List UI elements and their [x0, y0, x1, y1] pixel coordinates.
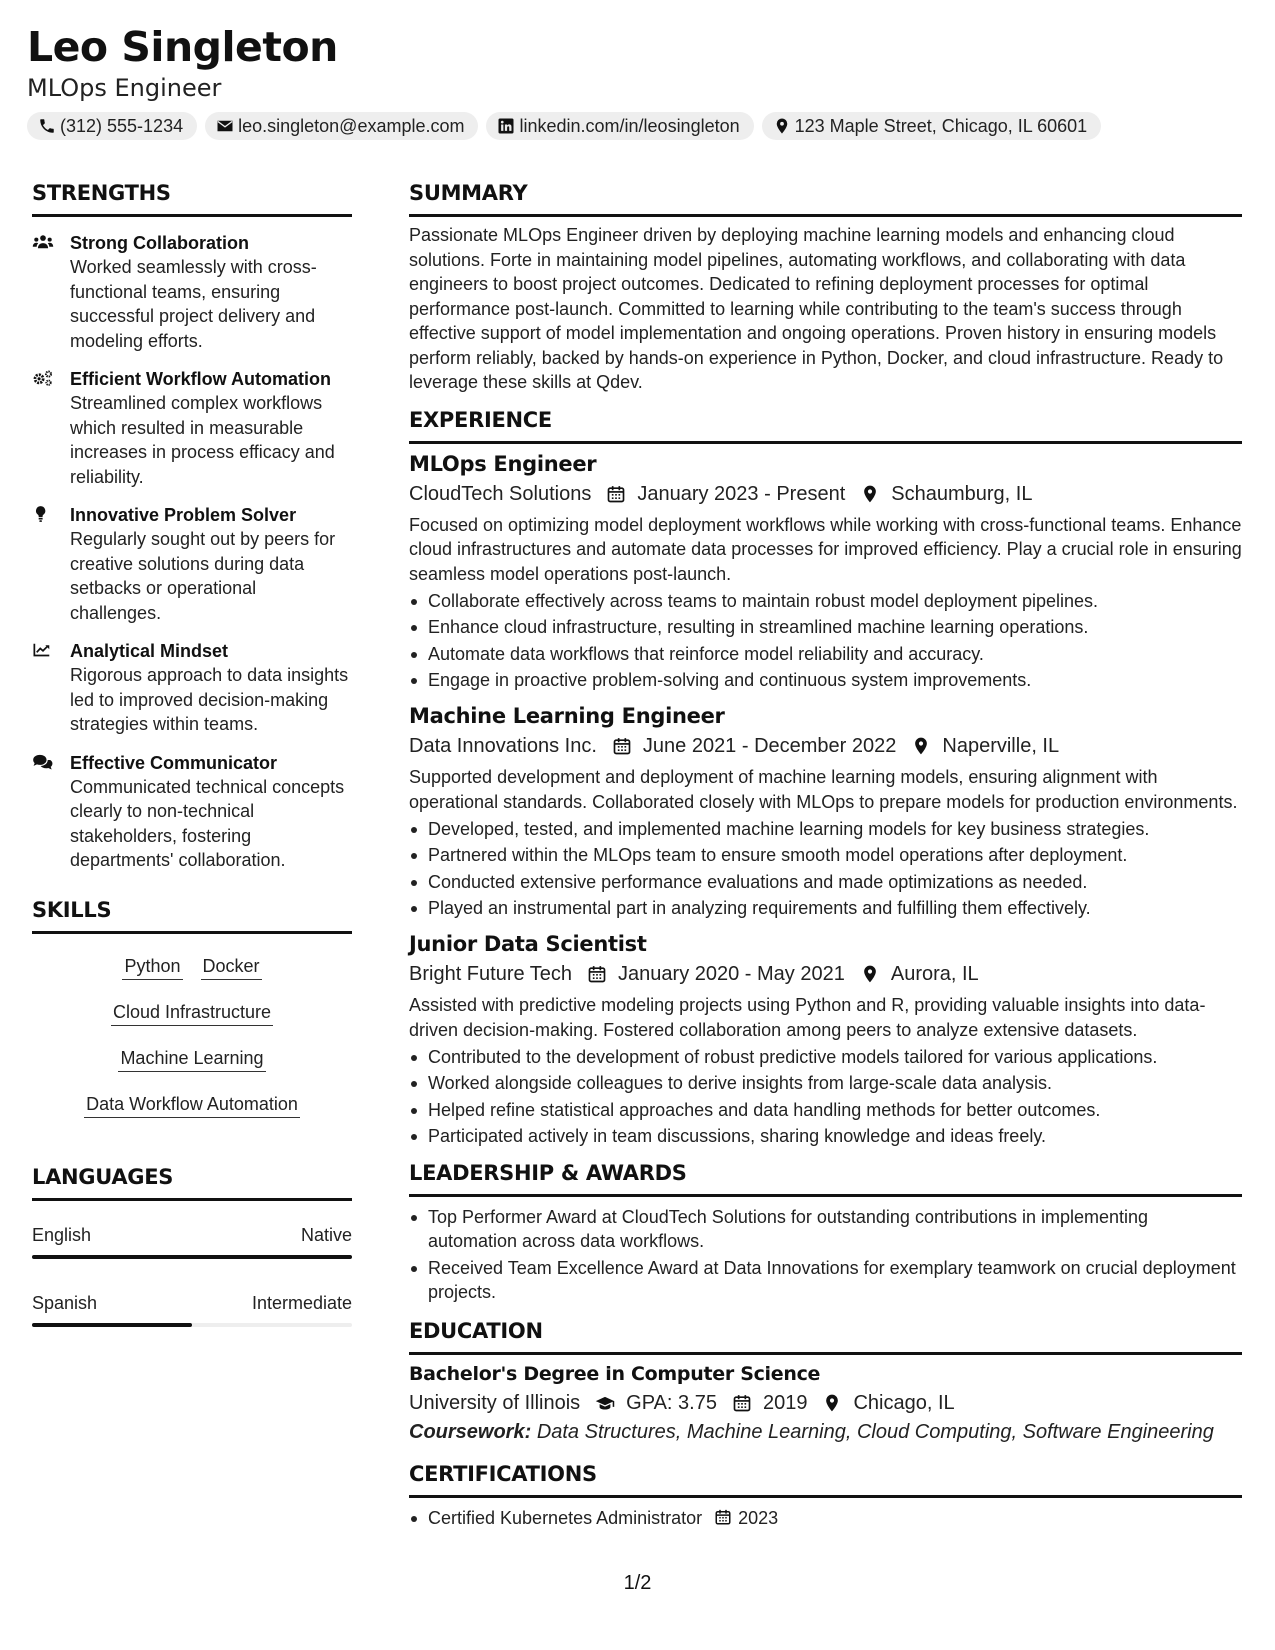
right-column: [409, 178, 1242, 1530]
certifications-list: [409, 1506, 1242, 1530]
job-bullet: Worked alongside colleagues to derive insights from large-scale data analysis.: [409, 1071, 1242, 1095]
education-school: University of Illinois: [409, 1391, 581, 1414]
education-coursework: [409, 1417, 1242, 1447]
calendar-icon: [611, 735, 633, 757]
location-pin-icon: [859, 483, 881, 505]
strengths-heading: STRENGTHS: [32, 178, 352, 217]
page-number: 1/2: [623, 1572, 652, 1594]
skills-list: [32, 954, 352, 1118]
skill-tag: Docker: [201, 954, 262, 980]
location-pin-icon: [772, 116, 792, 136]
contact-phone-text: (312) 555-1234: [60, 115, 184, 136]
resume-header: [27, 22, 1248, 140]
skill-tag: Cloud Infrastructure: [111, 1000, 273, 1026]
coursework-list: Data Structures, Machine Learning, Cloud Computing, Software Engineering: [536, 1420, 1214, 1443]
strength-title: Strong Collaboration: [70, 233, 249, 253]
strength-desc: Streamlined complex workflows which resulted in measurable increases in process efficacy and reliability.: [70, 393, 335, 487]
language-item: [32, 1291, 352, 1327]
graduation-cap-icon: [594, 1392, 616, 1414]
strength-title: Effective Communicator: [70, 752, 278, 773]
comments-icon: [32, 751, 70, 873]
job-bullets: [409, 817, 1242, 921]
job-bullets: [409, 589, 1242, 693]
strength-item: [32, 751, 352, 873]
job-location: Naperville, IL: [942, 735, 1060, 757]
strength-desc: Worked seamlessly with cross-functional teams, ensuring successful project delivery and modeling efforts.: [70, 257, 317, 351]
awards-heading: LEADERSHIP & AWARDS: [409, 1158, 1242, 1197]
job-company: CloudTech Solutions: [409, 482, 592, 505]
job-title: MLOps Engineer: [409, 451, 597, 476]
language-proficiency-bar: [32, 1323, 352, 1327]
job-description: Focused on optimizing model deployment workflows while working with cross-functional teams. Enhance cloud infrastructures and automate data processes for improved efficiency. Play a crucial role in ensuring seamless model operations post-launch.: [409, 514, 1242, 584]
job-bullet: Enhance cloud infrastructure, resulting in streamlined machine learning operations.: [409, 615, 1242, 639]
strength-item: [32, 639, 352, 737]
language-proficiency-fill: [32, 1255, 352, 1259]
location-pin-icon: [821, 1392, 843, 1414]
contact-address-text: 123 Maple Street, Chicago, IL 60601: [794, 115, 1088, 136]
language-name: English: [32, 1224, 92, 1245]
job-dates: January 2020 - May 2021: [618, 963, 845, 985]
contact-email-text: leo.singleton@example.com: [238, 115, 465, 136]
job-dates: June 2021 - December 2022: [642, 735, 897, 757]
envelope-icon: [215, 116, 235, 136]
education-heading: EDUCATION: [409, 1316, 1242, 1355]
strength-title: Innovative Problem Solver: [70, 505, 297, 525]
language-name: Spanish: [32, 1292, 98, 1313]
gears-icon: [32, 367, 70, 489]
certification-item: [409, 1506, 1242, 1530]
skill-tag: Python: [122, 954, 182, 980]
language-item: [32, 1223, 352, 1259]
experience-heading: EXPERIENCE: [409, 405, 1242, 444]
job-bullet: Engage in proactive problem-solving and continuous system improvements.: [409, 668, 1242, 692]
job-dates: January 2023 - Present: [637, 482, 846, 505]
strength-desc: Communicated technical concepts clearly to non-technical stakeholders, fostering departments' collaboration.: [70, 776, 345, 870]
education-year: 2019: [762, 1391, 808, 1414]
left-column: [32, 178, 352, 1327]
award-item: Top Performer Award at CloudTech Solutions for outstanding contributions in implementing automation across data workflows.: [409, 1205, 1242, 1253]
education-gpa: GPA: 3.75: [626, 1391, 717, 1414]
location-pin-icon: [910, 735, 932, 757]
language-level: Intermediate: [251, 1292, 352, 1313]
location-pin-icon: [859, 963, 881, 985]
contact-linkedin-text: linkedin.com/in/leosingleton: [519, 115, 740, 136]
linkedin-icon: [496, 116, 516, 136]
skill-tag: Data Workflow Automation: [84, 1092, 300, 1118]
job-description: Supported development and deployment of machine learning models, ensuring alignment with operational standards. Collaborated closely with MLOps to prepare models for production environments.: [409, 767, 1238, 812]
language-proficiency-bar: [32, 1255, 352, 1259]
job-description: Assisted with predictive modeling projects using Python and R, providing valuable insights into data-driven decision-making. Fostered collaboration among peers to analyze extensive datasets.: [409, 995, 1206, 1040]
candidate-name: Leo Singleton: [27, 23, 338, 71]
award-item: Received Team Excellence Award at Data Innovations for exemplary teamwork on crucial deployment projects.: [409, 1256, 1242, 1304]
job-bullet: Developed, tested, and implemented machine learning models for key business strategies.: [409, 817, 1242, 841]
certifications-heading: CERTIFICATIONS: [409, 1459, 1242, 1498]
job-location: Aurora, IL: [890, 963, 979, 985]
language-proficiency-fill: [32, 1323, 192, 1327]
contact-email[interactable]: [205, 112, 478, 140]
chart-line-icon: [32, 639, 70, 737]
language-level: Native: [300, 1224, 352, 1245]
job-title: Junior Data Scientist: [409, 932, 647, 956]
job-bullet: Played an instrumental part in analyzing requirements and fulfilling them effectively.: [409, 896, 1242, 920]
summary-text: Passionate MLOps Engineer driven by deploying machine learning models and enhancing cloud solutions. Forte in maintaining model pipelines, automating workflows, and collaborating with data engineers to boost project outcomes. Dedicated to refining deployment processes for optimal performance post-launch. Committed to learning while contributing to the team's success through effective support of model implementation and ongoing operations. Proven history in ensuring models perform reliably, backed by hands-on experience in Python, Docker, and cloud infrastructure. Ready to leverage these skills at Qdev.: [409, 225, 1224, 392]
lightbulb-icon: [32, 503, 70, 625]
job-title: Machine Learning Engineer: [409, 704, 725, 728]
skills-heading: SKILLS: [32, 895, 352, 934]
education-degree: Bachelor's Degree in Computer Science: [409, 1362, 821, 1385]
job-bullets: [409, 1045, 1242, 1149]
job-bullet: Automate data workflows that reinforce model reliability and accuracy.: [409, 642, 1242, 666]
users-icon: [32, 231, 70, 353]
job-location: Schaumburg, IL: [891, 482, 1033, 505]
awards-list: [409, 1205, 1242, 1304]
job-bullet: Conducted extensive performance evaluations and made optimizations as needed.: [409, 870, 1242, 894]
strength-item: [32, 231, 352, 353]
job-entry: [409, 928, 1242, 1148]
job-bullet: Participated actively in team discussions, sharing knowledge and ideas freely.: [409, 1124, 1242, 1148]
calendar-icon: [586, 963, 608, 985]
certification-year: 2023: [738, 1507, 779, 1528]
contact-address[interactable]: [762, 112, 1102, 140]
strength-item: [32, 503, 352, 625]
strength-title: Analytical Mindset: [70, 641, 229, 661]
coursework-label: Coursework:: [409, 1420, 532, 1443]
strength-item: [32, 367, 352, 489]
calendar-icon: [731, 1392, 753, 1414]
contact-list: [27, 112, 1248, 140]
job-bullet: Helped refine statistical approaches and data handling methods for better outcomes.: [409, 1098, 1242, 1122]
candidate-role: MLOps Engineer: [27, 74, 222, 102]
calendar-icon: [605, 483, 627, 505]
languages-heading: LANGUAGES: [32, 1162, 352, 1201]
job-company: Data Innovations Inc.: [409, 735, 597, 757]
skill-tag: Machine Learning: [118, 1046, 265, 1072]
strength-desc: Regularly sought out by peers for creative solutions during data setbacks or operational challenges.: [70, 529, 336, 623]
contact-linkedin[interactable]: [486, 112, 753, 140]
job-entry: [409, 700, 1242, 920]
summary-heading: SUMMARY: [409, 178, 1242, 217]
phone-icon: [37, 116, 57, 136]
strength-title: Efficient Workflow Automation: [70, 369, 331, 389]
certification-name: Certified Kubernetes Administrator: [428, 1507, 703, 1528]
calendar-icon: [714, 1508, 734, 1528]
education-location: Chicago, IL: [853, 1391, 955, 1414]
job-bullet: Partnered within the MLOps team to ensure smooth model operations after deployment.: [409, 843, 1242, 867]
strength-desc: Rigorous approach to data insights led to improved decision-making strategies within teams.: [70, 665, 349, 734]
job-entry: [409, 448, 1242, 693]
contact-phone[interactable]: [27, 112, 197, 140]
job-bullet: Collaborate effectively across teams to maintain robust model deployment pipelines.: [409, 589, 1242, 613]
job-company: Bright Future Tech: [409, 963, 573, 985]
job-bullet: Contributed to the development of robust predictive models tailored for various applications.: [409, 1045, 1242, 1069]
